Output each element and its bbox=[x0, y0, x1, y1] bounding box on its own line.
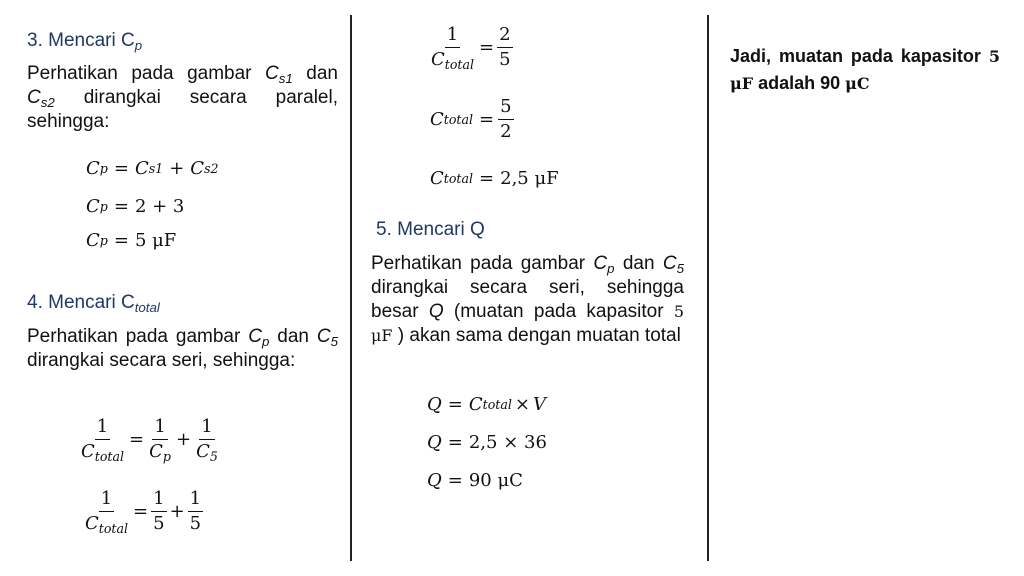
eq-symbol: C bbox=[86, 196, 100, 217]
eq-sub: 5 bbox=[209, 448, 218, 464]
eq-symbol: V bbox=[532, 394, 546, 415]
symbol-c: C bbox=[265, 63, 279, 84]
eq-value: 90 μC bbox=[468, 470, 523, 491]
column-divider-1 bbox=[350, 15, 352, 561]
para-text: ) akan sama dengan muatan total bbox=[392, 325, 681, 346]
plus-sign: + bbox=[175, 429, 192, 450]
numerator: 2 bbox=[497, 24, 512, 48]
para-text: dirangkai secara seri, sehingga: bbox=[27, 350, 296, 371]
eq-sub: total bbox=[98, 520, 129, 536]
eq-value: 2,5 μF bbox=[500, 168, 559, 189]
numerator: 1 bbox=[199, 416, 214, 440]
numerator: 1 bbox=[95, 416, 110, 440]
numerator: 1 bbox=[152, 416, 167, 440]
fraction bbox=[83, 488, 130, 535]
equation-q-formula: Q = C total × V bbox=[427, 394, 546, 415]
denominator: 2 bbox=[500, 121, 512, 142]
fraction bbox=[498, 96, 513, 143]
para-text: dirangkai secara paralel, sehingga: bbox=[27, 87, 338, 132]
heading-subscript: p bbox=[134, 37, 143, 53]
para-text: Perhatikan pada gambar bbox=[27, 326, 249, 347]
symbol-sub: p bbox=[607, 260, 615, 276]
eq-sign: = bbox=[133, 501, 149, 522]
fraction bbox=[151, 488, 166, 535]
numerator: 5 bbox=[498, 96, 513, 120]
unit-text: 5 μF bbox=[371, 302, 685, 345]
section5-paragraph bbox=[371, 252, 684, 348]
eq-sign: = bbox=[479, 37, 495, 58]
para-text: Perhatikan pada gambar bbox=[371, 253, 594, 274]
symbol-c: C bbox=[248, 326, 262, 347]
para-text: dan bbox=[614, 253, 663, 274]
symbol-c: C bbox=[316, 326, 331, 347]
fraction bbox=[429, 24, 476, 71]
equation-cp-values: C p = 2 + 3 bbox=[86, 196, 185, 217]
eq-symbol: C bbox=[149, 441, 163, 462]
eq-value: 2 + 3 bbox=[134, 196, 185, 217]
section3-heading bbox=[27, 30, 142, 52]
eq-symbol: C bbox=[134, 158, 149, 179]
eq-symbol: C bbox=[86, 158, 100, 179]
equation-cp-result: C p = 5 μF bbox=[86, 230, 177, 251]
eq-sub: total bbox=[94, 448, 125, 464]
denominator bbox=[83, 512, 130, 535]
numerator: 1 bbox=[99, 488, 114, 512]
eq-symbol: C bbox=[190, 158, 205, 179]
equation-ctotal-values bbox=[80, 488, 206, 535]
eq-sign: = bbox=[113, 230, 129, 251]
symbol-q: Q bbox=[428, 301, 444, 322]
eq-sign: = bbox=[113, 196, 129, 217]
numerator: 1 bbox=[151, 488, 166, 512]
denominator bbox=[147, 440, 173, 463]
eq-symbol: Q bbox=[427, 432, 442, 453]
symbol-c: C bbox=[593, 253, 608, 274]
symbol-sub: p bbox=[261, 333, 270, 349]
column-divider-2 bbox=[707, 15, 709, 561]
conclusion-text bbox=[730, 43, 1000, 97]
denominator bbox=[194, 440, 220, 463]
heading-text: 3. Mencari C bbox=[27, 30, 135, 51]
section4-heading bbox=[27, 292, 160, 314]
eq-symbol: C bbox=[81, 441, 95, 462]
equation-q-result bbox=[427, 470, 523, 491]
eq-sign: = bbox=[479, 168, 495, 189]
equation-cp-sum: C p = C s1 + C s2 bbox=[86, 158, 219, 179]
eq-symbol: C bbox=[85, 513, 99, 534]
section5-heading: 5. Mencari Q bbox=[376, 219, 485, 240]
para-text: adalah 90 bbox=[753, 73, 846, 93]
eq-symbol: C bbox=[430, 109, 444, 130]
denominator: 5 bbox=[499, 49, 511, 70]
equation-ctotal-inverted: C total = $\frac{5}{2}$ bbox=[430, 96, 512, 142]
fraction bbox=[497, 24, 512, 71]
eq-symbol: Q bbox=[427, 470, 442, 491]
denominator: 5 bbox=[189, 513, 202, 534]
symbol-sub: s1 bbox=[278, 70, 293, 86]
para-text: (muatan pada kapasitor bbox=[443, 301, 674, 322]
symbol-sub: 5 bbox=[330, 333, 338, 349]
eq-symbol: C bbox=[196, 441, 210, 462]
numerator: 1 bbox=[445, 24, 460, 48]
fraction bbox=[147, 416, 173, 463]
eq-symbol: Q bbox=[427, 394, 442, 415]
denominator: 5 bbox=[153, 513, 165, 534]
section3-paragraph bbox=[27, 62, 338, 134]
fraction bbox=[79, 416, 126, 463]
eq-symbol: C bbox=[431, 49, 445, 70]
eq-sign: = bbox=[447, 394, 463, 415]
eq-sign: = bbox=[447, 470, 463, 491]
symbol-sub: 5 bbox=[676, 260, 684, 276]
times-sign: × bbox=[514, 394, 530, 415]
unit-text: 5 μF bbox=[730, 47, 1000, 93]
eq-value: 5 μF bbox=[134, 230, 177, 251]
equation-ctotal-formula bbox=[76, 416, 223, 463]
heading-text: 4. Mencari C bbox=[27, 292, 135, 313]
para-text: dan bbox=[269, 326, 317, 347]
eq-symbol: C bbox=[430, 168, 444, 189]
eq-sign: = bbox=[129, 429, 145, 450]
para-text: Perhatikan pada gambar bbox=[27, 63, 266, 84]
plus-sign: + bbox=[169, 501, 185, 522]
symbol-c: C bbox=[27, 87, 41, 108]
para-text: dan bbox=[292, 63, 338, 84]
eq-sub: p bbox=[162, 448, 171, 464]
eq-sign: = bbox=[113, 158, 129, 179]
denominator bbox=[429, 48, 476, 71]
eq-sign: = bbox=[447, 432, 463, 453]
equation-ctotal-result: C total = 2,5 μF bbox=[430, 168, 559, 189]
eq-sub: total bbox=[444, 56, 475, 72]
para-text: Jadi, muatan pada kapasitor bbox=[730, 46, 989, 66]
symbol-sub: s2 bbox=[40, 94, 55, 110]
eq-sign: = bbox=[479, 109, 495, 130]
section4-paragraph bbox=[27, 325, 338, 373]
para-text: dirangkai secara seri, sehingga besar bbox=[371, 277, 684, 322]
equation-ctotal-fraction bbox=[426, 24, 516, 71]
heading-subscript: total bbox=[134, 299, 160, 315]
numerator: 1 bbox=[188, 488, 203, 512]
fraction bbox=[194, 416, 220, 463]
eq-symbol: C bbox=[86, 230, 100, 251]
plus-sign: + bbox=[169, 158, 185, 179]
equation-q-values bbox=[427, 432, 547, 453]
eq-value: 2,5 × 36 bbox=[468, 432, 547, 453]
symbol-c: C bbox=[662, 253, 677, 274]
eq-symbol: C bbox=[468, 394, 483, 415]
unit-text: μC bbox=[845, 74, 870, 93]
denominator bbox=[79, 440, 126, 463]
fraction bbox=[188, 488, 203, 535]
